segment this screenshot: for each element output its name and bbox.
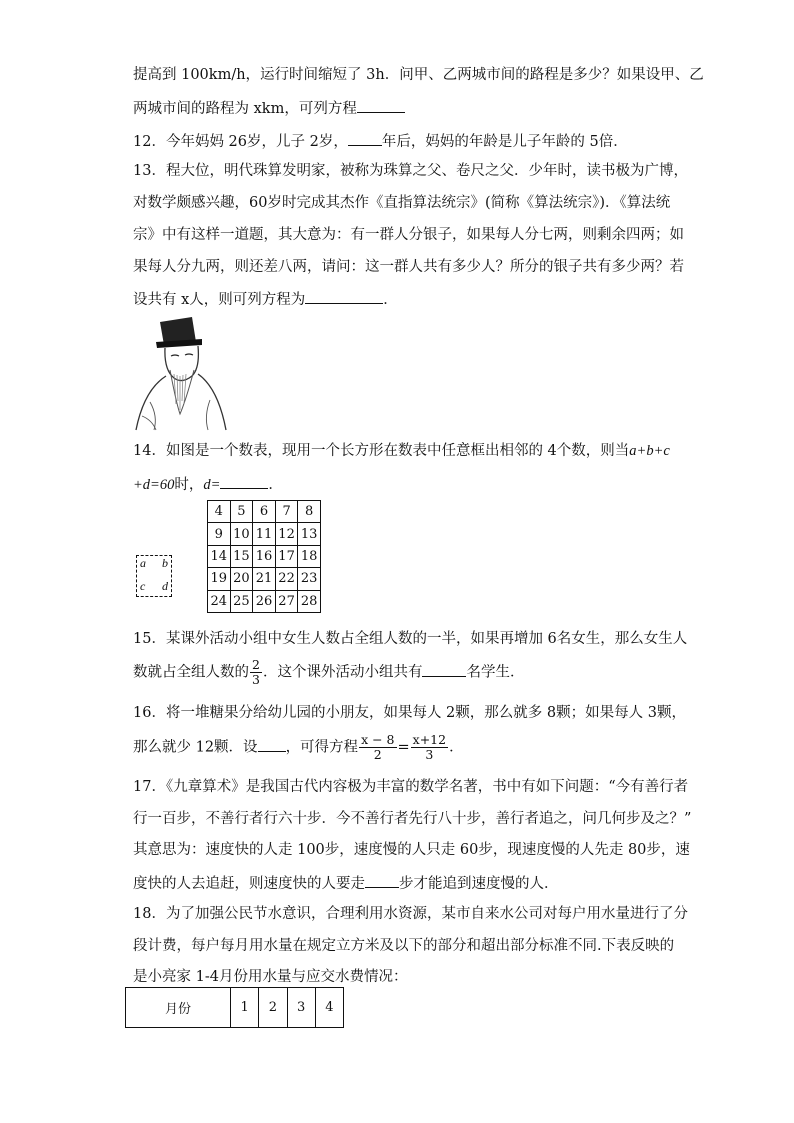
table-row (208, 545, 321, 567)
text-line (133, 98, 405, 118)
question-14 (133, 474, 283, 494)
cheng-dawei-portrait (130, 312, 230, 434)
table-cell: 20 (230, 568, 253, 590)
table-cell: 4 (315, 988, 343, 1028)
question-13-line: 对数学颇感兴趣，60岁时完成其杰作《直指算法统宗》(简称《算法统宗》)．《算法统 (133, 195, 671, 211)
robe-folds (142, 400, 210, 430)
text-span: 步才能追到速度慢的人． (399, 876, 559, 892)
text-span: ． (449, 739, 464, 756)
number-table (207, 500, 321, 613)
text-span: 12．今年妈妈 26岁，儿子 2岁， (133, 134, 348, 150)
question-18-line: 18．为了加强公民节水意识，合理利用水资源，某市自来水公司对每户用水量进行了分 (133, 906, 688, 922)
math-expression: a+b+c (629, 443, 670, 459)
label-b: b (162, 556, 168, 570)
numerator: 2 (252, 657, 260, 672)
table-cell: 25 (230, 590, 253, 612)
text-span: 两城市间的路程为 xkm，可列方程 (133, 101, 357, 117)
question-17-line: 17．《九章算术》是我国古代内容极为丰富的数学名著，书中有如下问题：“今有善行者 (133, 779, 689, 795)
table-cell: 19 (208, 568, 231, 590)
question-18-line: 段计费，每户每月用水量在规定立方米及以下的部分和超出部分标准不同.下表反映的 (133, 938, 675, 954)
fraction-two-thirds (250, 658, 262, 687)
question-16: 16．将一堆糖果分给幼儿园的小朋友，如果每人 2颗，那么就多 8颗；如果每人 3颗， (133, 705, 686, 721)
table-cell: 21 (253, 568, 276, 590)
table-cell: 13 (298, 523, 321, 545)
text-span: 设共有 x人，则可列方程为 (133, 292, 306, 308)
denominator: 3 (425, 747, 434, 762)
table-cell: 8 (298, 501, 321, 523)
table-header-cell: 月份 (126, 988, 231, 1028)
fraction-left (359, 733, 396, 762)
table-cell: 1 (231, 988, 259, 1028)
face-outline (165, 346, 198, 381)
table-cell: 15 (230, 545, 253, 567)
table-cell: 10 (230, 523, 253, 545)
label-d: d (162, 579, 168, 593)
answer-blank (258, 737, 286, 752)
text-span: 名学生． (466, 664, 525, 681)
table-cell: 17 (275, 545, 298, 567)
text-span: 度快的人去追赶，则速度快的人要走 (133, 876, 365, 892)
answer-blank (305, 289, 383, 304)
table-cell: 3 (287, 988, 315, 1028)
text-span: 年后，妈妈的年龄是儿子年龄的 5倍． (381, 134, 628, 150)
label-c: c (140, 579, 146, 593)
question-18-line: 是小亮家 1-4月份用水量与应交水费情况： (133, 969, 408, 985)
math-expression: d= (203, 477, 221, 493)
numerator: x − 8 (361, 732, 395, 747)
table-cell: 26 (253, 590, 276, 612)
text-span: ．这个课外活动小组共有 (262, 664, 423, 681)
answer-blank (348, 131, 382, 146)
denominator: 2 (373, 747, 382, 762)
table-cell: 11 (253, 523, 276, 545)
question-12 (133, 131, 628, 151)
table-cell: 24 (208, 590, 231, 612)
denominator: 3 (252, 672, 260, 687)
text-span: ，可得方程 (285, 739, 359, 756)
question-13-line: 宗》中有这样一道题，其大意为：有一群人分银子，如果每人分七两，则剩余四两；如 (133, 227, 684, 243)
table-cell: 4 (208, 501, 231, 523)
fraction-right (411, 733, 448, 762)
table-row (208, 523, 321, 545)
question-17-line (133, 873, 559, 893)
table-row (126, 988, 344, 1028)
answer-blank (357, 98, 405, 113)
answer-blank (365, 873, 399, 888)
question-13-line: 果每人分九两，则还差八两，请问：这一群人共有多少人？所分的银子共有多少两？若 (133, 259, 684, 275)
text-span: 数就占全组人数的 (133, 664, 249, 681)
table-cell: 18 (298, 545, 321, 567)
question-15 (133, 658, 524, 687)
table-cell: 2 (259, 988, 287, 1028)
table-cell: 27 (275, 590, 298, 612)
text-span: 时， (174, 477, 204, 493)
question-15: 15．某课外活动小组中女生人数占全组人数的一半，如果再增加 6名女生，那么女生人 (133, 631, 688, 647)
table-row (208, 501, 321, 523)
text-span: ． (383, 292, 398, 308)
abcd-frame (136, 555, 172, 597)
text-line: 提高到 100km/h，运行时间缩短了 3h．问甲、乙两城市间的路程是多少？如果设甲、乙 (133, 67, 704, 83)
question-13-line: 13．程大位，明代珠算发明家，被称为珠算之父、卷尺之父．少年时，读书极为广博， (133, 163, 688, 179)
question-14 (133, 442, 670, 460)
table-cell: 6 (253, 501, 276, 523)
answer-blank (220, 474, 268, 489)
text-span: 那么就少 12颗．设 (133, 739, 258, 756)
table-row (208, 568, 321, 590)
robe (136, 374, 226, 430)
table-cell: 22 (275, 568, 298, 590)
question-17-line: 行一百步，不善行者行六十步．今不善行者先行八十步，善行者追之，问几何步及之？” (133, 811, 692, 827)
table-cell: 14 (208, 545, 231, 567)
table-cell: 16 (253, 545, 276, 567)
text-span: 14．如图是一个数表，现用一个长方形在数表中任意框出相邻的 4个数，则当 (133, 443, 630, 459)
question-17-line: 其意思为：速度快的人走 100步，速度慢的人只走 60步，现速度慢的人先走 80步，速 (133, 842, 690, 858)
table-cell: 23 (298, 568, 321, 590)
numerator: x+12 (412, 732, 447, 747)
question-16 (133, 733, 464, 762)
table-cell: 12 (275, 523, 298, 545)
answer-blank (422, 662, 466, 677)
question-13-line (133, 289, 398, 309)
table-cell: 9 (208, 523, 231, 545)
equals-sign: = (397, 739, 410, 756)
eyes (171, 354, 193, 356)
label-a: a (140, 556, 146, 570)
table-row (208, 590, 321, 612)
math-expression: +d=60 (133, 477, 175, 493)
table-cell: 7 (275, 501, 298, 523)
text-span: ． (268, 477, 283, 493)
table-cell: 28 (298, 590, 321, 612)
table-cell: 5 (230, 501, 253, 523)
water-table (125, 987, 344, 1028)
